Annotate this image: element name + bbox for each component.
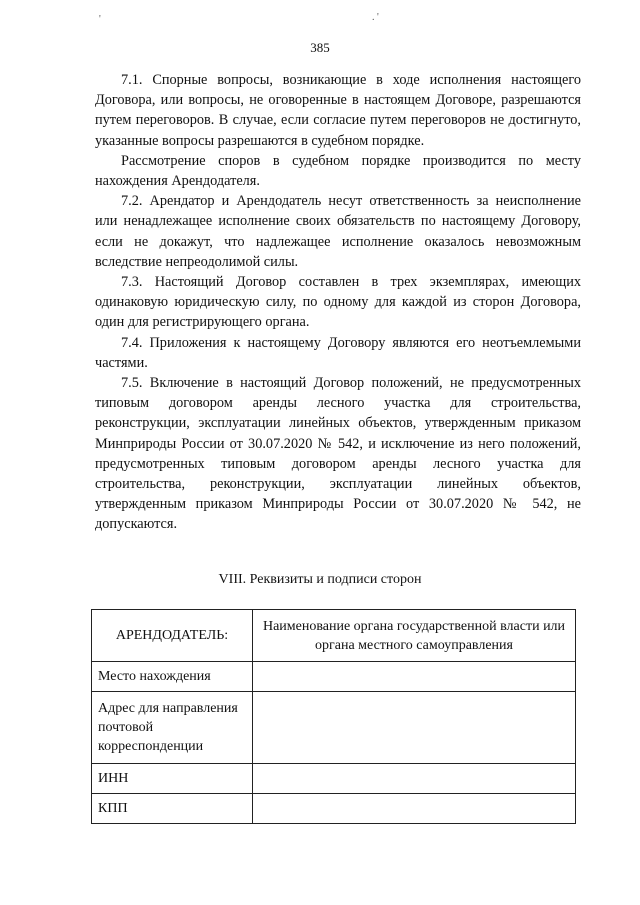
requisites-table	[91, 609, 576, 824]
landlord-header: АРЕНДОДАТЕЛЬ:	[92, 610, 253, 662]
page-number: 385	[310, 40, 330, 55]
paragraph-7-5: 7.5. Включение в настоящий Договор положений, не предусмотренных типовым договором аренды лесного участка для строительства, реконструкции, эксплуатации линейных объектов, утвержденным приказом Минприроды России от 30.07.2020 № 542, и исключение из него положений, предусмотренных типовым договором аренды лесного участка для строительства, реконструкции, эксплуатации линейных объектов, утвержденным приказом Минприроды России от 30.07.2020 № 542, не допускаются.	[95, 375, 581, 533]
table-row	[92, 692, 576, 764]
scan-mark-left: '	[99, 14, 101, 25]
location-label: Место нахождения	[92, 662, 253, 692]
kpp-value	[253, 794, 576, 824]
document-body	[95, 70, 581, 535]
mailing-address-value	[253, 692, 576, 764]
paragraph-7-2: 7.2. Арендатор и Арендодатель несут ответственность за неисполнение или ненадлежащее исполнение своих обязательств по настоящему Договору, если не докажут, что надлежащее исполнение оказалось невозможным вследствие непреодолимой силы.	[95, 193, 581, 270]
mailing-address-label: Адрес для направления почтовой корреспонденции	[92, 692, 253, 764]
paragraph-7-1: 7.1. Спорные вопросы, возникающие в ходе исполнения настоящего Договора, или вопросы, не оговоренные в настоящем Договоре, разрешаются путем переговоров. В случае, если согласие путем переговоров не достигнуто, указанные вопросы разрешаются в судебном порядке.	[95, 72, 581, 149]
kpp-label: КПП	[92, 794, 253, 824]
table-header-row	[92, 610, 576, 662]
inn-label: ИНН	[92, 764, 253, 794]
paragraph-7-3: 7.3. Настоящий Договор составлен в трех экземплярах, имеющих одинаковую юридическую силу, по одному для каждой из сторон Договора, один для регистрирующего органа.	[95, 274, 581, 331]
paragraph-7-4: 7.4. Приложения к настоящему Договору являются его неотъемлемыми частями.	[95, 334, 581, 371]
location-value	[253, 662, 576, 692]
table-row	[92, 794, 576, 824]
table-row	[92, 764, 576, 794]
inn-value	[253, 764, 576, 794]
scan-mark-right: . '	[372, 12, 379, 23]
table-row	[92, 662, 576, 692]
section-title: VIII. Реквизиты и подписи сторон	[218, 572, 422, 587]
authority-name-header: Наименование органа государственной власти или органа местного самоуправления	[253, 610, 576, 662]
paragraph-7-1-disputes: Рассмотрение споров в судебном порядке производится по месту нахождения Арендодателя.	[95, 152, 581, 190]
